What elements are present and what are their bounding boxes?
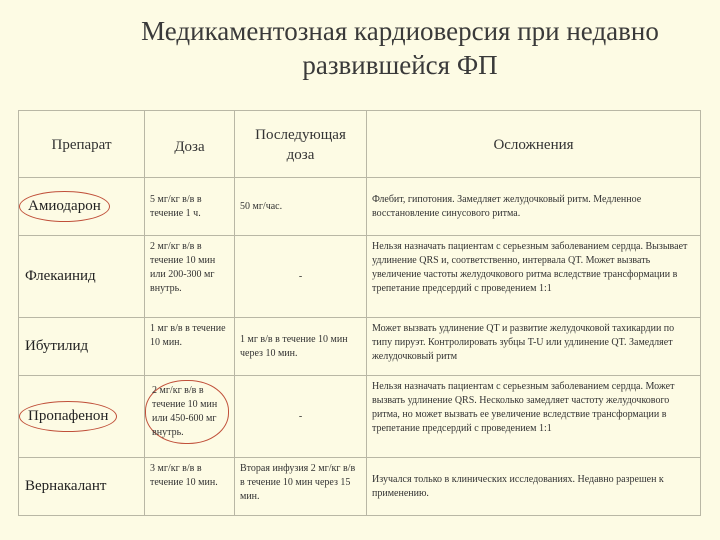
page-title-line-1: Медикаментозная кардиоверсия при недавно	[141, 16, 659, 46]
complications-cell: Может вызвать удлинение QT и развитие желудочковой тахикардии по типу пируэт. Контролировать зубцы T-U или удлинение QT. Замедляет желудочковый ритм	[367, 318, 701, 376]
dose-cell: 3 мг/кг в/в в течение 10 мин.	[145, 458, 235, 516]
table-row	[19, 178, 701, 236]
complications-cell: Изучался только в клинических исследованиях. Недавно разрешен к применению.	[367, 458, 701, 516]
drug-cell	[19, 458, 145, 516]
drug-table	[18, 110, 701, 516]
header-next-dose-line-2: доза	[286, 147, 315, 163]
drug-name: Вернакалант	[25, 478, 107, 494]
page-title-line-2: развившейся ФП	[302, 50, 498, 80]
next-dose-cell: -	[235, 236, 367, 318]
dose-cell: 2 мг/кг в/в в течение 10 мин или 200-300 мг внутрь.	[145, 236, 235, 318]
dose-text: 2 мг/кг в/в в течение 10 мин или 450-600 мг внутрь.	[145, 380, 229, 444]
complications-cell: Флебит, гипотония. Замедляет желудочковый ритм. Медленное восстановление синусового ритма.	[367, 178, 701, 236]
header-drug: Препарат	[19, 111, 145, 178]
table-header-row	[19, 111, 701, 178]
drug-name: Ибутилид	[25, 338, 89, 354]
drug-cell	[19, 376, 145, 458]
header-next-dose	[235, 111, 367, 178]
table-row	[19, 458, 701, 516]
header-complications: Осложнения	[367, 111, 701, 178]
complications-cell: Нельзя назначать пациентам с серьезным заболеванием сердца. Может вызвать удлинение QRS. Несколько замедляет частоту желудочкового ритма, но может вызвать ее увеличение вследствие трансформации в трепетание предсердий с проведением 1:1	[367, 376, 701, 458]
drug-name: Амиодарон	[19, 191, 110, 222]
next-dose-cell: -	[235, 376, 367, 458]
drug-name: Флекаинид	[25, 268, 96, 284]
next-dose-cell: Вторая инфузия 2 мг/кг в/в в течение 10 мин через 15 мин.	[235, 458, 367, 516]
next-dose-cell: 50 мг/час.	[235, 178, 367, 236]
drug-cell	[19, 318, 145, 376]
drug-name: Пропафенон	[19, 401, 117, 432]
next-dose-cell: 1 мг в/в в течение 10 мин через 10 мин.	[235, 318, 367, 376]
drug-cell	[19, 236, 145, 318]
dose-cell	[145, 376, 235, 458]
complications-cell: Нельзя назначать пациентам с серьезным заболеванием сердца. Вызывает удлинение QRS и, соответственно, интервала QT. Может вызвать увеличение частоты желудочкового ритма вследствие трансформации в трепетание предсердий с проведением 1:1	[367, 236, 701, 318]
drug-cell	[19, 178, 145, 236]
header-next-dose-line-1: Последующая	[255, 127, 346, 143]
page-title	[80, 14, 720, 82]
dose-cell: 1 мг в/в в течение 10 мин.	[145, 318, 235, 376]
table-row	[19, 376, 701, 458]
table-row	[19, 318, 701, 376]
table-row	[19, 236, 701, 318]
header-dose: Доза	[145, 111, 235, 178]
dose-cell: 5 мг/кг в/в в течение 1 ч.	[145, 178, 235, 236]
